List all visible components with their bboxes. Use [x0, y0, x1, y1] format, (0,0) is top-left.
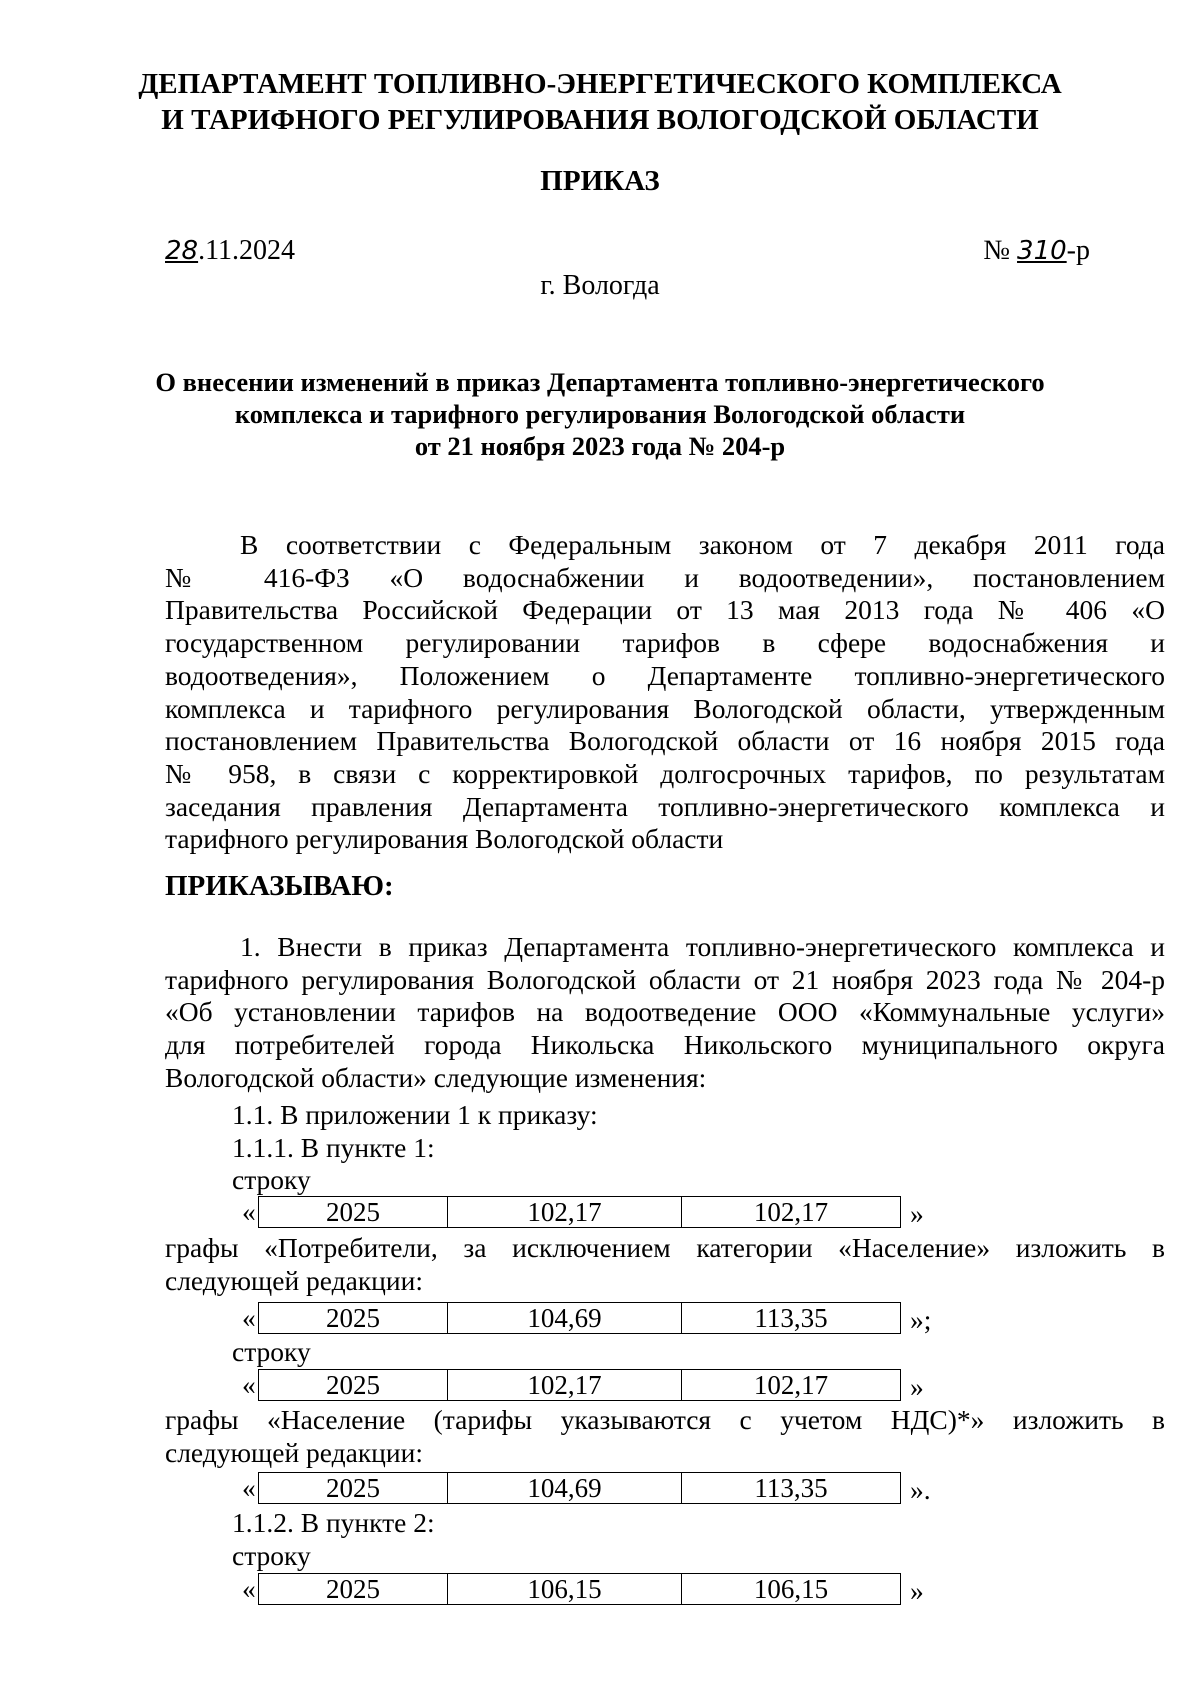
- table-cell-value: 102,17: [682, 1197, 901, 1228]
- paragraph-line: графы «Потребители, за исключением категории «Население» изложить в: [165, 1232, 1165, 1263]
- table-cell-value: 102,17: [448, 1197, 682, 1228]
- number-sign: №: [983, 235, 1011, 266]
- department-line-2: И ТАРИФНОГО РЕГУЛИРОВАНИЯ ВОЛОГОДСКОЙ ОБЛАСТИ: [161, 104, 1039, 136]
- table-cell-value: 106,15: [448, 1574, 682, 1605]
- table-cell-value: 113,35: [682, 1303, 901, 1334]
- date-day-handwritten: 28: [165, 236, 199, 266]
- order-subject: [0, 366, 1200, 462]
- item-1-1-2: 1.1.2. В пункте 2:: [232, 1507, 435, 1538]
- table-cell-year: 2025: [259, 1574, 448, 1605]
- table-cell-value: 113,35: [682, 1473, 901, 1504]
- open-quote: «: [242, 1472, 256, 1503]
- preamble-line: № 416-ФЗ «О водоснабжении и водоотведении», постановлением: [165, 561, 1165, 593]
- order-word: ПРИКАЗЫВАЮ:: [165, 870, 394, 902]
- preamble-line: В соответствии с Федеральным законом от 7 декабря 2011 года: [240, 529, 1165, 560]
- item-1-line: тарифного регулирования Вологодской области от 21 ноября 2023 года № 204-р: [165, 963, 1165, 995]
- item-1-line: 1. Внести в приказ Департамента топливно-энергетического комплекса и: [240, 931, 1165, 962]
- close-quote: »: [910, 1575, 924, 1606]
- open-quote: «: [242, 1196, 256, 1227]
- document-number: [983, 235, 1090, 267]
- city: г. Вологда: [540, 270, 660, 301]
- preamble-line: тарифного регулирования Вологодской области: [165, 823, 724, 855]
- open-quote: «: [242, 1302, 256, 1333]
- date-month-year: .11.2024: [198, 235, 296, 266]
- table-cell-year: 2025: [259, 1303, 448, 1334]
- word-row: строку: [232, 1336, 311, 1367]
- table-row-replaced: [238, 1196, 901, 1228]
- close-quote: »: [910, 1371, 924, 1402]
- table-cell-value: 104,69: [448, 1303, 682, 1334]
- item-1-1-1: 1.1.1. В пункте 1:: [232, 1132, 435, 1163]
- columns-population-paragraph: [165, 1404, 1165, 1469]
- table-cell-value: 104,69: [448, 1473, 682, 1504]
- document-date: [165, 235, 295, 267]
- word-row: строку: [232, 1164, 311, 1195]
- word-row: строку: [232, 1540, 311, 1571]
- columns-consumers-paragraph: [165, 1232, 1165, 1297]
- preamble-line: комплекса и тарифного регулирования Вологодской области, утвержденным: [165, 692, 1165, 724]
- open-quote: «: [242, 1369, 256, 1400]
- preamble-paragraph: [165, 529, 1165, 856]
- subject-line-1: О внесении изменений в приказ Департамента топливно-энергетического: [155, 367, 1045, 397]
- number-suffix: -р: [1066, 235, 1090, 266]
- table-cell-year: 2025: [259, 1370, 448, 1401]
- item-1-1: 1.1. В приложении 1 к приказу:: [232, 1099, 598, 1130]
- subject-line-2: комплекса и тарифного регулирования Вологодской области: [234, 399, 966, 429]
- preamble-line: государственном регулировании тарифов в сфере водоснабжения и: [165, 627, 1165, 659]
- table-cell-value: 102,17: [682, 1370, 901, 1401]
- item-1-line: «Об установлении тарифов на водоотведение ООО «Коммунальные услуги»: [165, 996, 1165, 1028]
- number-handwritten: 310: [1017, 236, 1067, 266]
- close-quote: »: [910, 1198, 924, 1229]
- department-heading: [0, 66, 1200, 138]
- table-row-new: [258, 1472, 901, 1504]
- preamble-line: водоотведения», Положением о Департаменте топливно-энергетического: [165, 659, 1165, 691]
- preamble-line: постановлением Правительства Вологодской области от 16 ноября 2015 года: [165, 725, 1165, 757]
- subject-line-3: от 21 ноября 2023 года № 204-р: [414, 431, 786, 461]
- open-quote: «: [242, 1573, 256, 1604]
- table-cell-year: 2025: [259, 1197, 448, 1228]
- item-1-line: Вологодской области» следующие изменения:: [165, 1061, 707, 1093]
- close-quote: »;: [910, 1304, 932, 1335]
- table-row-replaced: [258, 1573, 901, 1605]
- preamble-line: заседания правления Департамента топливно-энергетического комплекса и: [165, 790, 1165, 822]
- table-row-replaced: [258, 1369, 901, 1401]
- paragraph-line: графы «Население (тарифы указываются с учетом НДС)*» изложить в: [165, 1404, 1165, 1435]
- preamble-line: Правительства Российской Федерации от 13 мая 2013 года № 406 «О: [165, 594, 1165, 626]
- close-quote: ».: [910, 1474, 931, 1505]
- paragraph-line: следующей редакции:: [165, 1436, 423, 1468]
- table-cell-value: 106,15: [682, 1574, 901, 1605]
- table-cell-value: 102,17: [448, 1370, 682, 1401]
- document-type: ПРИКАЗ: [540, 165, 660, 197]
- table-cell-year: 2025: [259, 1473, 448, 1504]
- table-row-new: [258, 1302, 901, 1334]
- item-1-paragraph: [165, 931, 1165, 1095]
- paragraph-line: следующей редакции:: [165, 1264, 423, 1296]
- preamble-line: № 958, в связи с корректировкой долгосрочных тарифов, по результатам: [165, 757, 1165, 789]
- item-1-line: для потребителей города Никольска Никольского муниципального округа: [165, 1029, 1165, 1061]
- department-line-1: ДЕПАРТАМЕНТ ТОПЛИВНО-ЭНЕРГЕТИЧЕСКОГО КОМПЛЕКСА: [138, 68, 1062, 100]
